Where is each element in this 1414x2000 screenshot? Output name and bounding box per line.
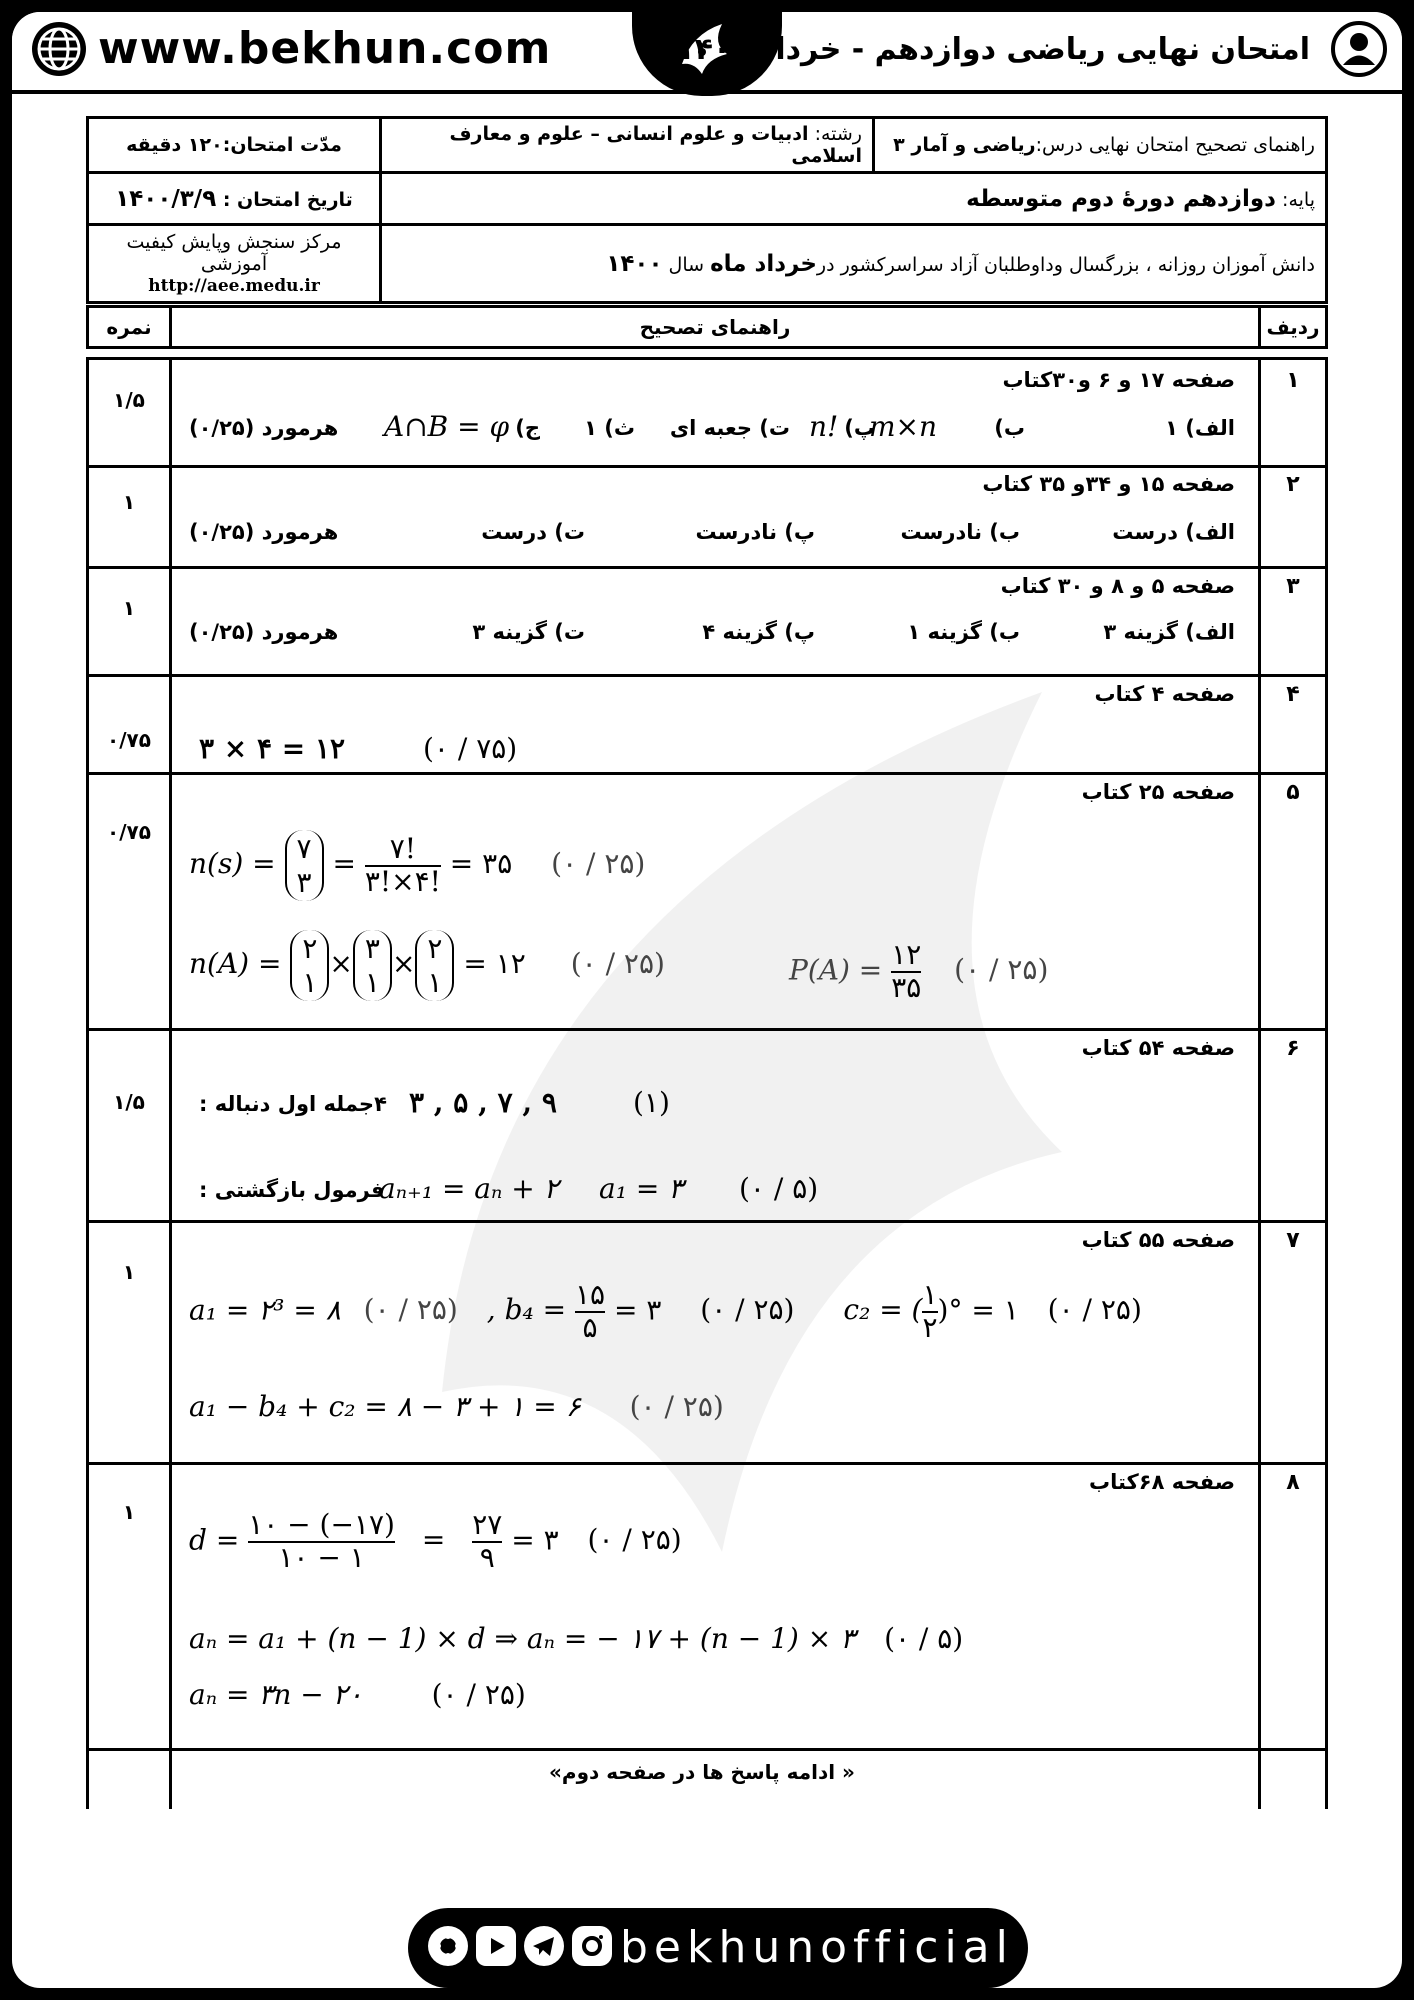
points-each: هرمورد (۰/۲۵)	[189, 620, 339, 644]
row-number: ۴	[1286, 682, 1300, 707]
answer-be: ب)	[994, 416, 1025, 440]
answer-alef: الف) درست	[1112, 520, 1235, 544]
points-each: هرمورد (۰/۲۵)	[189, 520, 339, 544]
answer-alef: الف) گزینه ۳	[1103, 620, 1235, 644]
center-cell	[88, 225, 381, 303]
equation-d: d = $\frac{۱۰ - (-۱۷)}{۱۰ - ۱}$ = $\frac{۲۷}{۹}$ = ۳ (۰ / ۲۵)	[189, 1508, 682, 1574]
social-handle[interactable]: bekhunofficial	[620, 1922, 1014, 1973]
row-divider	[89, 1220, 1325, 1223]
answer-pe: پ)	[844, 416, 875, 440]
points-each: هرمورد (۰/۲۵)	[189, 416, 339, 440]
date-cell: تاریخ امتحان : ۱۴۰۰/۳/۹	[88, 173, 381, 225]
page-reference: صفحه ۶۸کتاب	[1088, 1470, 1235, 1494]
exam-info-table	[86, 116, 1328, 304]
row-divider	[89, 1028, 1325, 1031]
globe-icon[interactable]	[30, 20, 88, 78]
page-reference: صفحه ۱۷ و ۶ و۳۰کتاب	[1002, 368, 1235, 392]
site-url[interactable]: www.bekhun.com	[98, 23, 552, 74]
social-bar	[408, 1908, 1028, 1988]
equation-pa: P(A) = $\frac{۱۲}{۳۵}$ (۰ / ۲۵)	[789, 938, 1049, 1004]
col-score: نمره	[106, 315, 152, 339]
social-icons	[428, 1926, 612, 1970]
field-cell: رشته: ادبیات و علوم انسانی – علوم و معارف اسلامی	[381, 118, 874, 173]
column-header	[86, 305, 1328, 349]
exam-title: امتحان نهایی ریاضی دوازدهم - خرداد ۱۴۰۰	[676, 32, 1310, 67]
row-number: ۶	[1286, 1036, 1300, 1061]
row-score: ۱/۵	[113, 1090, 145, 1114]
answer-pe: پ) گزینه ۴	[702, 620, 815, 644]
row-number: ۱	[1286, 368, 1300, 393]
instagram-icon[interactable]	[572, 1926, 612, 1966]
equation-row7-a: a₁ = ۲³ = ۸ (۰ / ۲۵) , b₄ = $\frac{۱۵}{۵}$ = ۳ (۰ / ۲۵) c₂ = ( $\frac{۱}{۲}$ )° = ۱ (۰ / ۲۵)	[189, 1278, 1142, 1344]
page-reference: صفحه ۴ کتاب	[1094, 682, 1235, 706]
sequence-label: ۴جمله اول دنباله :	[199, 1092, 387, 1116]
page-reference: صفحه ۵ و ۸ و ۳۰ کتاب	[1000, 574, 1235, 598]
row-score: ۱	[122, 596, 136, 620]
row-number: ۳	[1286, 574, 1300, 599]
answer-pe: پ) نادرست	[695, 520, 815, 544]
recursive-formula: aₙ₊₁ = aₙ + ۲	[379, 1172, 559, 1205]
divider	[169, 360, 172, 1809]
equation-row7-b: a₁ − b₄ + c₂ = ۸ − ۳ + ۱ = ۶ (۰ / ۲۵)	[189, 1390, 724, 1423]
answer-jim: ج)	[515, 416, 540, 440]
answer-te: ت) درست	[481, 520, 585, 544]
equation: ۳ × ۴ = ۱۲	[199, 732, 346, 765]
row-score: ۱/۵	[113, 388, 145, 412]
row-number: ۵	[1286, 780, 1300, 805]
answer-be: ب) نادرست	[900, 520, 1020, 544]
answer-jim-math: A∩B = φ	[384, 410, 510, 443]
equation-ns: n(s) = ۷ ۳ = $\frac{۷!}{۳!\times ۴!}$ = ۳۵ (۰ / ۲۵)	[189, 830, 645, 901]
page-reference: صفحه ۲۵ کتاب	[1081, 780, 1235, 804]
row-divider	[89, 674, 1325, 677]
youtube-icon[interactable]	[476, 1926, 516, 1966]
answer-se: ث) ۱	[584, 416, 635, 440]
page-reference: صفحه ۱۵ و ۳۴و ۳۵ کتاب	[982, 472, 1235, 496]
answer-be-math: m×n	[869, 410, 938, 443]
row-number: ۸	[1286, 1470, 1300, 1495]
col-guide: راهنمای تصحیح	[169, 308, 1261, 346]
recursive-label: فرمول بازگشتی :	[199, 1178, 385, 1202]
students-cell: دانش آموزان روزانه ، بزرگسال وداوطلبان آزاد سراسرکشور درخرداد ماه سال ۱۴۰۰	[381, 225, 1327, 303]
equation-an-final: aₙ = ۳n − ۲۰ (۰ / ۲۵)	[189, 1678, 526, 1711]
row-score: ۱	[122, 490, 136, 514]
row-divider	[89, 772, 1325, 775]
sequence-points: (۱)	[633, 1086, 670, 1119]
equation-an: aₙ = a₁ + (n − 1) × d ⇒ aₙ = − ۱۷ + (n − 1) × ۳ (۰ / ۵)	[189, 1622, 964, 1655]
row-number: ۷	[1286, 1228, 1300, 1253]
duration-cell: مدّت امتحان:۱۲۰ دقیقه	[88, 118, 381, 173]
row-score: ۱	[122, 1500, 136, 1524]
grade-cell: پایه: دوازدهم دورهٔ دوم متوسطه	[381, 173, 1327, 225]
user-icon[interactable]	[1330, 20, 1388, 78]
first-term: a₁ = ۳	[599, 1172, 684, 1205]
answer-pe-math: n!	[809, 410, 839, 443]
page-frame	[12, 12, 1402, 1988]
col-row: ردیف	[1266, 315, 1320, 339]
answer-alef: الف) ۱	[1165, 416, 1235, 440]
row-divider	[89, 1462, 1325, 1465]
course-cell: راهنمای تصحیح امتحان نهایی درس:ریاضی و آمار ۳	[874, 118, 1327, 173]
row-number: ۲	[1286, 472, 1300, 497]
answer-te: ت) گزینه ۳	[472, 620, 585, 644]
row-divider	[89, 566, 1325, 569]
equation-points: (۰ / ۷۵)	[423, 732, 518, 765]
center-name: مرکز سنجش وپایش کیفیت آموزشی	[126, 230, 342, 276]
answer-be: ب) گزینه ۱	[907, 620, 1020, 644]
continued-note: « ادامه پاسخ ها در صفحه دوم»	[549, 1760, 855, 1784]
answers-table	[86, 357, 1328, 1809]
center-url[interactable]: http://aee.medu.ir	[148, 276, 320, 297]
recursive-points: (۰ / ۵)	[739, 1172, 819, 1205]
page-reference: صفحه ۵۵ کتاب	[1081, 1228, 1235, 1252]
row-score: ۰/۷۵	[107, 728, 151, 752]
equation-na: n(A) = ۲ ۱ × ۳ ۱ × ۲ ۱ = ۱۲ (۰ / ۲۵)	[189, 930, 665, 1001]
answer-te: ت) جعبه ای	[669, 416, 790, 440]
row-score: ۰/۷۵	[107, 820, 151, 844]
page-reference: صفحه ۵۴ کتاب	[1081, 1036, 1235, 1060]
aparat-icon[interactable]	[428, 1926, 468, 1966]
sequence-terms: ۳ , ۵ , ۷ , ۹	[409, 1086, 557, 1119]
telegram-icon[interactable]	[524, 1926, 564, 1966]
row-divider	[89, 1748, 1325, 1751]
top-bar	[12, 12, 1402, 94]
row-divider	[89, 465, 1325, 468]
row-score: ۱	[122, 1260, 136, 1284]
